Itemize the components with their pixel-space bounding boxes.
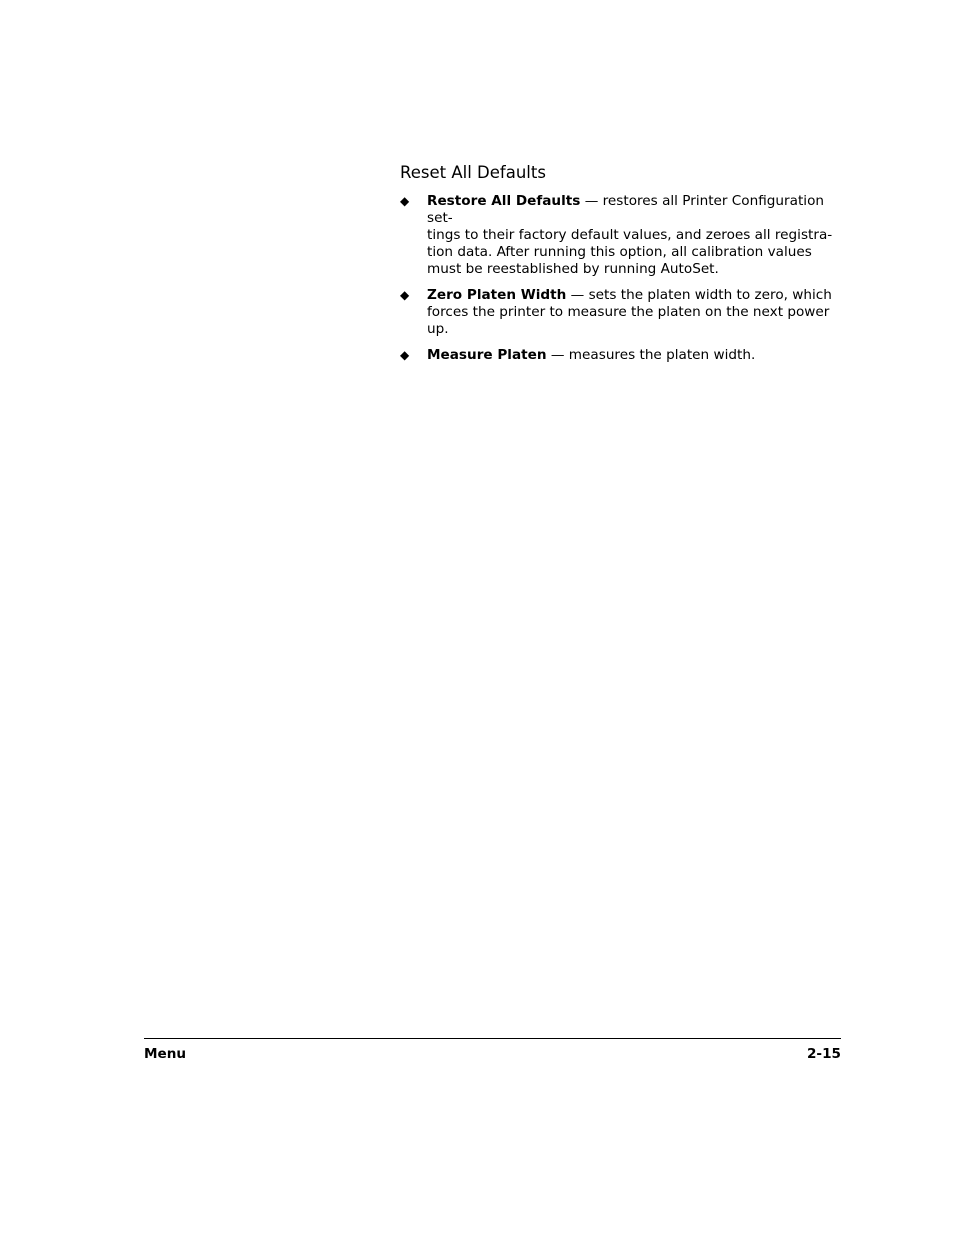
dash: —	[546, 347, 569, 363]
diamond-bullet-icon: ◆	[400, 194, 410, 208]
footer-divider	[144, 1038, 841, 1039]
dash: —	[566, 287, 589, 303]
diamond-bullet-icon: ◆	[400, 348, 410, 362]
list-item-measure-platen	[400, 347, 840, 364]
desc-line: restores all Printer Configuration set-	[427, 193, 825, 226]
term-restore-all-defaults: Restore All Defaults	[427, 193, 581, 209]
desc-line: measures the platen width.	[568, 347, 756, 363]
section-title: Reset All Defaults	[400, 163, 546, 182]
footer-chapter-name: Menu	[144, 1046, 187, 1062]
term-zero-platen-width: Zero Platen Width	[427, 287, 567, 303]
footer-page-number: 2-15	[806, 1046, 841, 1062]
list-item-restore-all-defaults	[400, 193, 840, 278]
term-measure-platen: Measure Platen	[427, 347, 547, 363]
diamond-bullet-icon: ◆	[400, 288, 410, 302]
desc-line: forces the printer to measure the platen on the next power	[427, 304, 830, 320]
reset-defaults-section	[400, 162, 840, 373]
desc-line: tion data. After running this option, all calibration values	[427, 244, 812, 260]
desc-line: must be reestablished by running AutoSet.	[427, 261, 719, 277]
option-list	[400, 193, 840, 364]
list-item-zero-platen-width	[400, 287, 840, 338]
desc-line: sets the platen width to zero, which	[588, 287, 832, 303]
desc-line: up.	[427, 321, 449, 337]
dash: —	[580, 193, 603, 209]
desc-line: tings to their factory default values, and zeroes all registra-	[427, 227, 833, 243]
